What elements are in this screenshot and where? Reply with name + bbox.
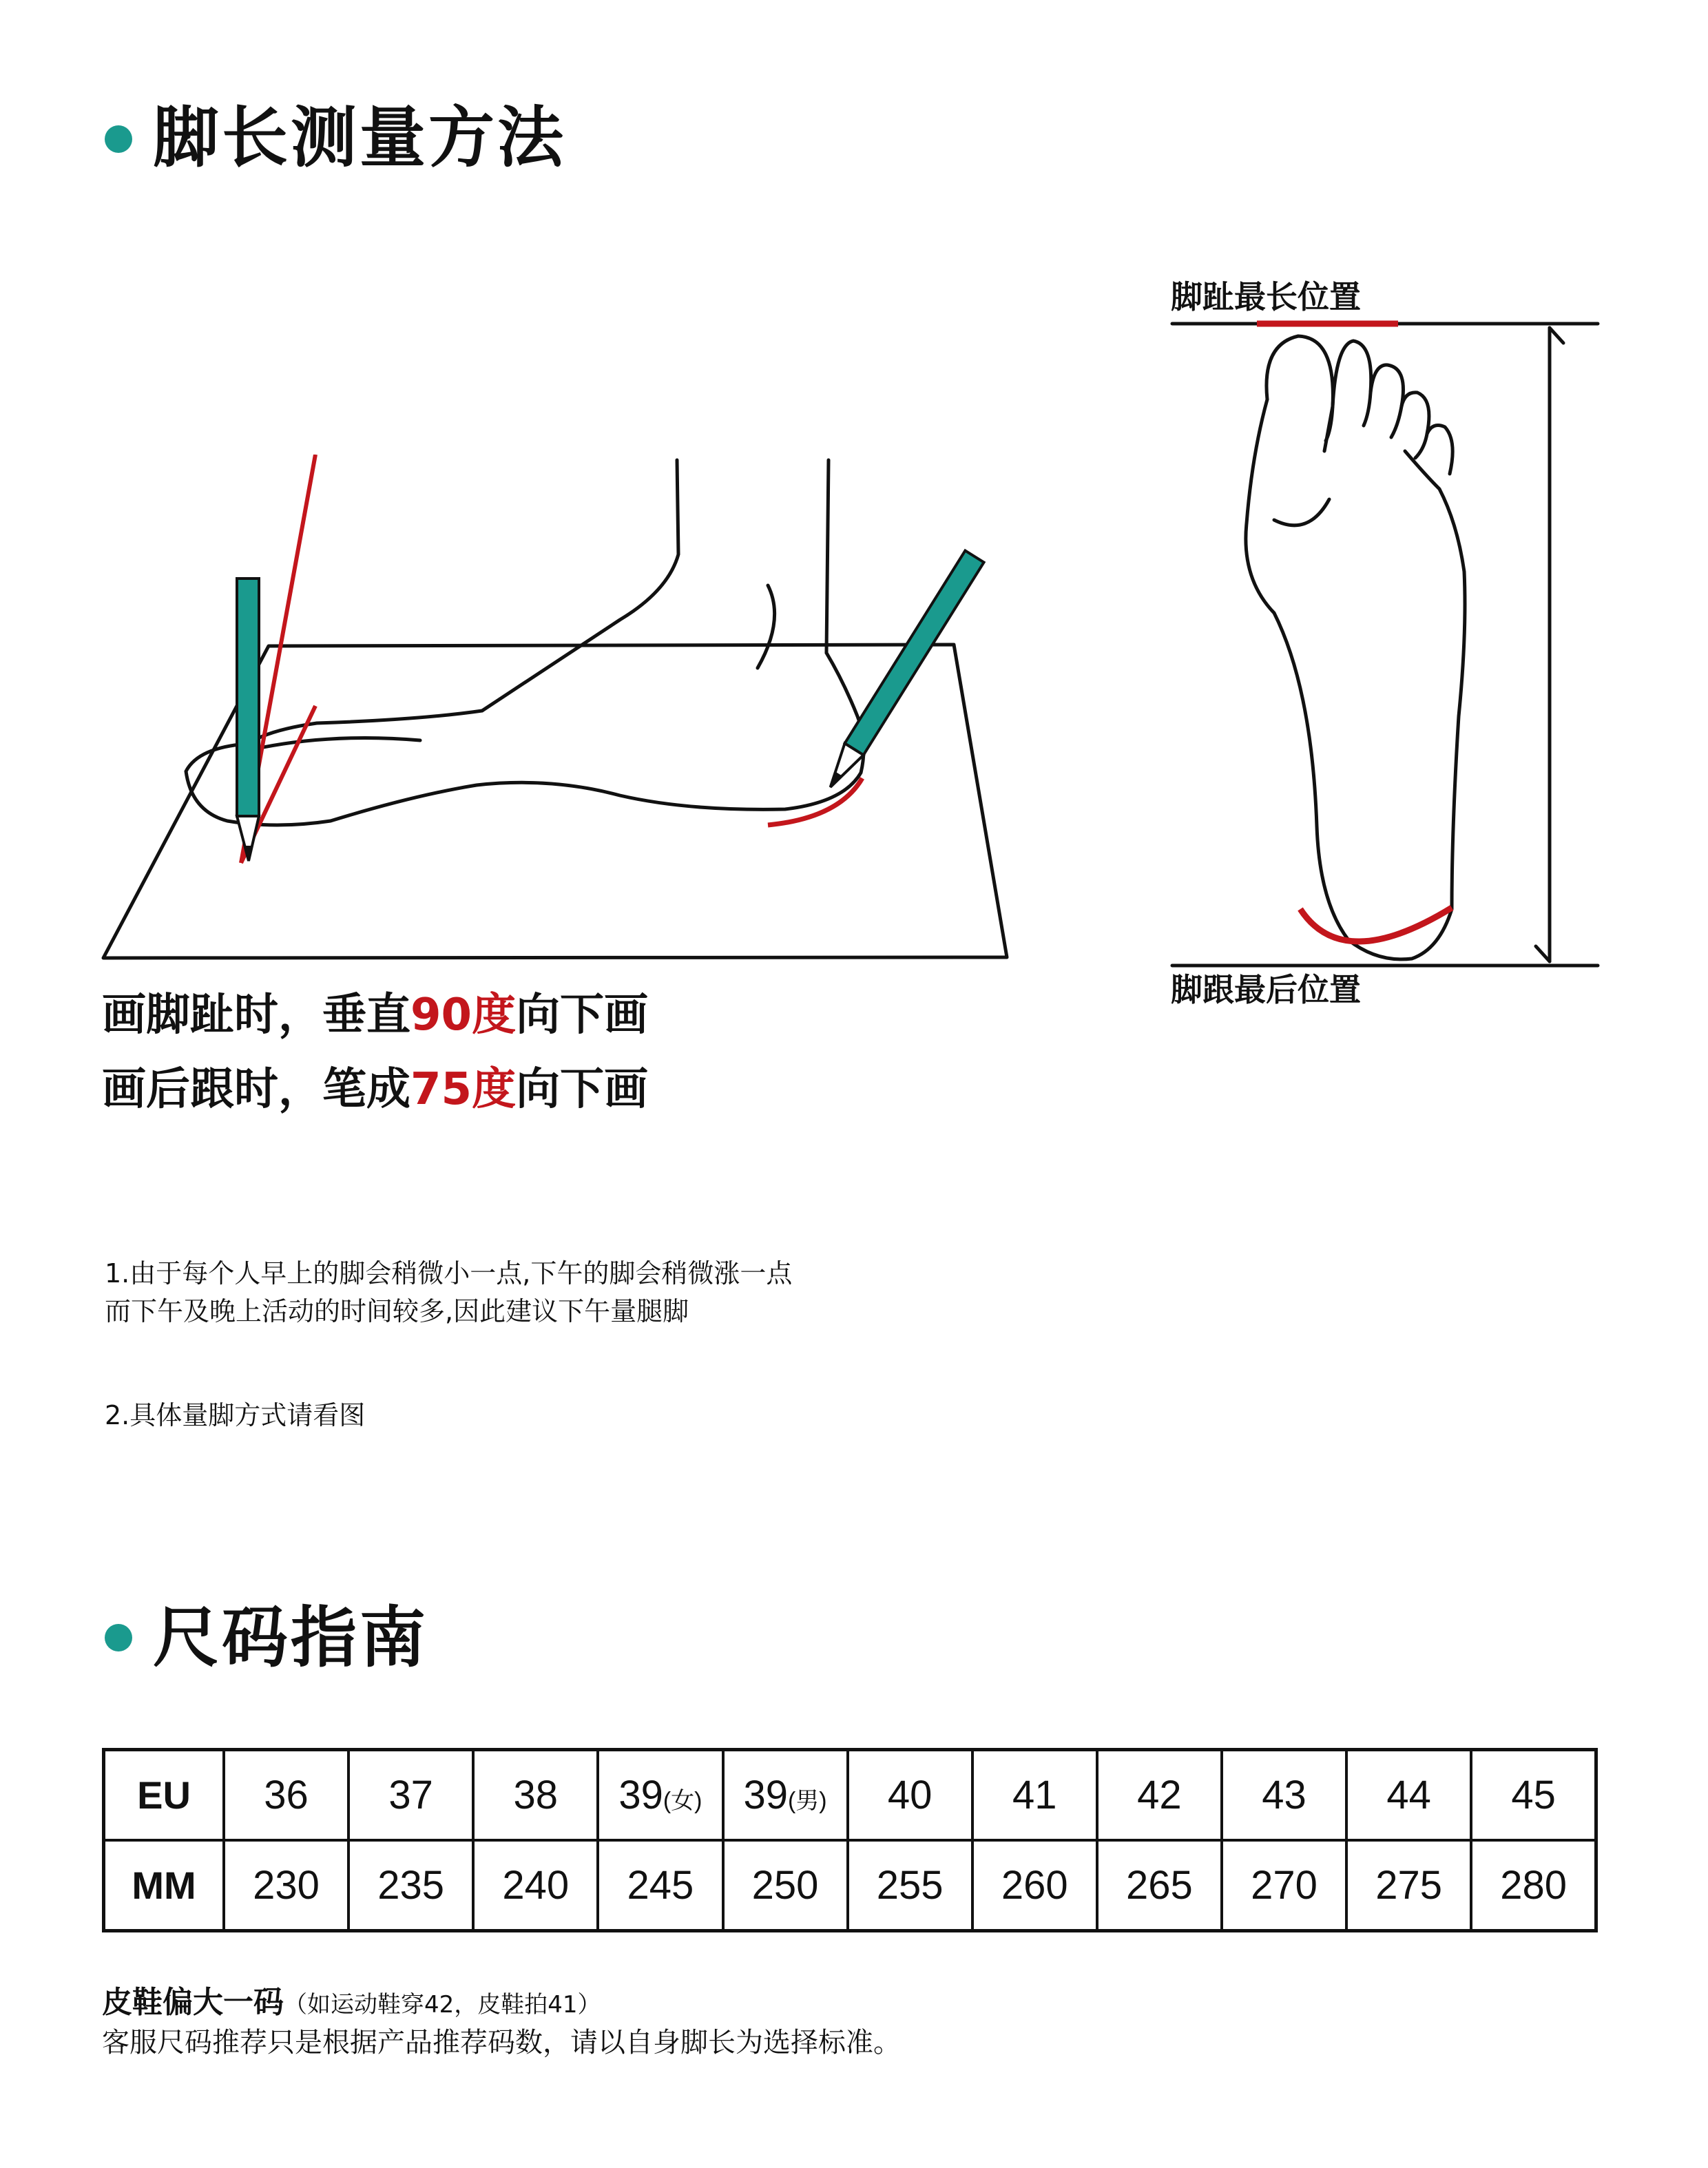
mm-size-cell: 270 [1222, 1840, 1346, 1931]
eu-size-number: 41 [1012, 1773, 1057, 1817]
eu-size-cell [224, 1750, 348, 1841]
angle-90: 90度 [410, 990, 517, 1041]
mm-size-cell: 250 [723, 1840, 848, 1931]
ankle-bone [758, 585, 775, 668]
eu-size-number: 36 [264, 1773, 309, 1817]
instruction-toe: 画脚趾时，垂直90度向下画 [102, 990, 649, 1041]
table-row-mm [104, 1840, 1596, 1931]
eu-size-cell [723, 1750, 848, 1841]
toe-crease [241, 738, 420, 752]
angle-75: 75度 [410, 1064, 517, 1115]
footer-line-2: 客服尺码推荐只是根据产品推荐码数，请以自身脚长为选择标准。 [102, 2027, 901, 2058]
mm-size-cell: 240 [473, 1840, 598, 1931]
side-view-foot-diagram [96, 455, 1019, 978]
eu-size-gender: (女) [663, 1788, 702, 1814]
eu-size-number: 44 [1386, 1773, 1431, 1817]
leg-back-line [826, 460, 829, 653]
footer-bold-note: 皮鞋偏大一码 [102, 1985, 284, 2020]
mm-size-cell: 245 [598, 1840, 722, 1931]
mm-size-cell: 280 [1471, 1840, 1596, 1931]
sole-view-foot-diagram [1164, 303, 1605, 985]
eu-size-number: 39 [618, 1773, 663, 1817]
ball-crease [1274, 499, 1329, 525]
note-line-1: 1.由于每个人早上的脚会稍微小一点,下午的脚会稍微涨一点 [105, 1258, 793, 1289]
sole-outline [1246, 399, 1465, 959]
heel-position-label: 脚跟最后位置 [1171, 971, 1361, 1008]
eu-size-cell [1097, 1750, 1222, 1841]
eu-header-cell: EU [104, 1750, 225, 1841]
footer-paren-note: （如运动鞋穿42，皮鞋拍41） [284, 1991, 601, 2019]
mm-size-cell: 255 [848, 1840, 972, 1931]
heel-red-mark [1300, 908, 1452, 941]
eu-size-cell [1346, 1750, 1471, 1841]
table-row-eu [104, 1750, 1596, 1841]
footer-line-1 [102, 1985, 601, 2020]
big-toe [1267, 336, 1333, 441]
eu-size-number: 37 [388, 1773, 433, 1817]
eu-size-number: 43 [1262, 1773, 1306, 1817]
eu-size-number: 40 [887, 1773, 933, 1817]
eu-size-cell [348, 1750, 473, 1841]
section-title-size-guide: 尺码指南 [153, 1599, 428, 1676]
mm-size-cell: 265 [1097, 1840, 1222, 1931]
mm-size-cell: 235 [348, 1840, 473, 1931]
mm-size-cell: 260 [972, 1840, 1097, 1931]
leg-front-line [482, 460, 678, 711]
eu-size-cell [598, 1750, 722, 1841]
section-bullet-dot [105, 1624, 132, 1651]
instruction-heel: 画后跟时，笔成75度向下画 [102, 1064, 649, 1115]
pencil-vertical-icon [237, 579, 259, 861]
eu-size-number: 45 [1511, 1773, 1556, 1817]
eu-size-number: 38 [513, 1773, 559, 1817]
eu-size-cell [1471, 1750, 1596, 1841]
mm-size-cell: 230 [224, 1840, 348, 1931]
foot-outline [186, 653, 864, 825]
section-title-measure: 脚长测量方法 [153, 99, 566, 176]
mm-size-cell: 275 [1346, 1840, 1471, 1931]
eu-size-number: 39 [743, 1773, 788, 1817]
eu-size-cell [1222, 1750, 1346, 1841]
section-bullet-dot [105, 125, 132, 153]
eu-size-cell [848, 1750, 972, 1841]
size-table [102, 1748, 1598, 1932]
eu-size-gender: (男) [787, 1788, 827, 1814]
eu-size-cell [972, 1750, 1097, 1841]
toe-position-label: 脚趾最长位置 [1171, 278, 1361, 315]
eu-size-number: 42 [1137, 1773, 1182, 1817]
note-line-2: 而下午及晚上活动的时间较多,因此建议下午量腿脚 [105, 1296, 689, 1326]
note-line-3: 2.具体量脚方式请看图 [105, 1400, 366, 1430]
eu-size-cell [473, 1750, 598, 1841]
mm-header-cell: MM [104, 1840, 225, 1931]
